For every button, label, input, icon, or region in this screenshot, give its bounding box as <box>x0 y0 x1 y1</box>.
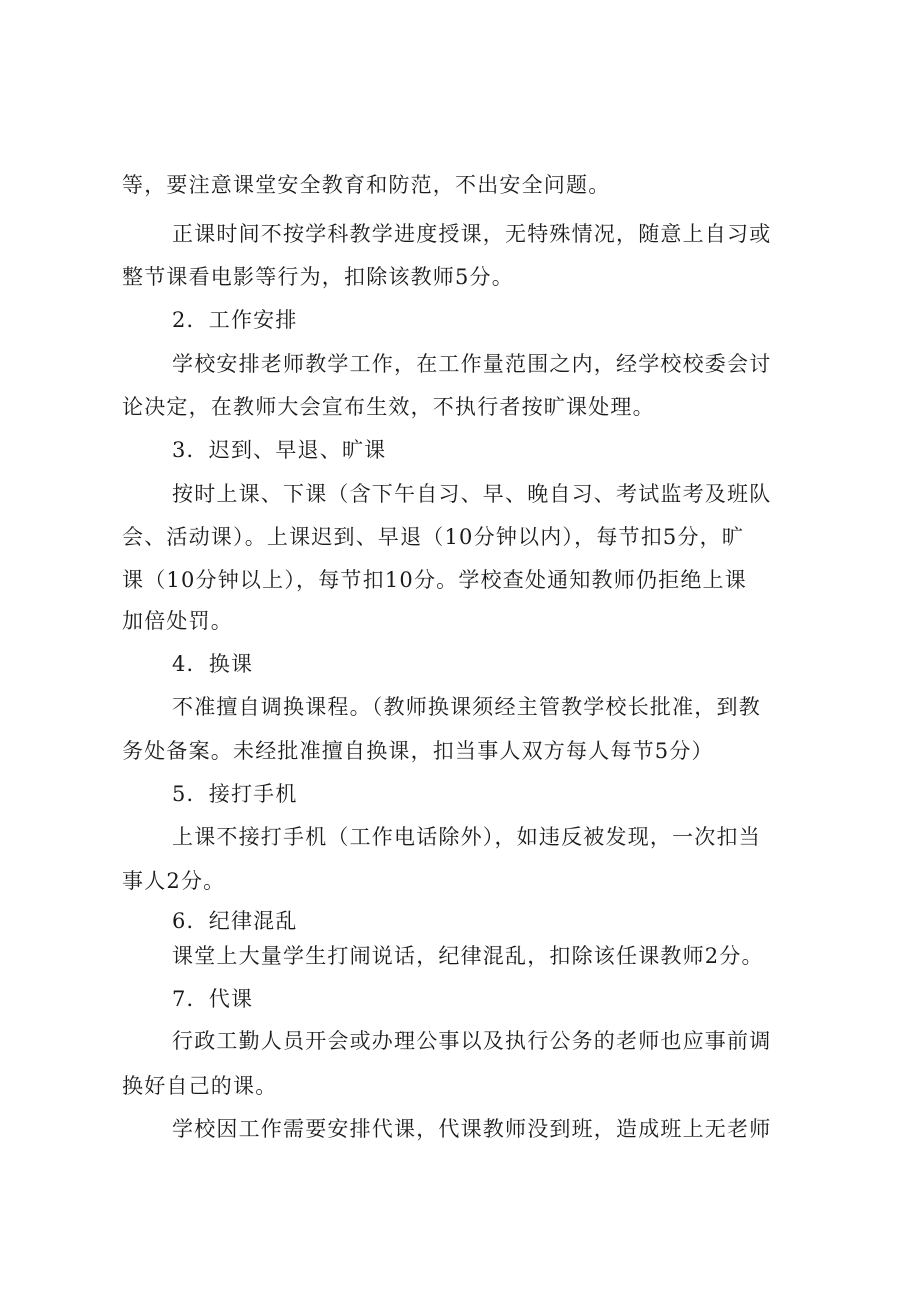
section-heading: 6．纪律混乱 <box>172 909 298 933</box>
text-line: 正课时间不按学科教学进度授课，无特殊情况，随意上自习或 <box>172 222 772 246</box>
text-line: 整节课看电影等行为，扣除该教师5分。 <box>122 265 514 289</box>
text-line: 事人2分。 <box>122 869 226 893</box>
text-line: 按时上课、下课（含下午自习、早、晚自习、考试监考及班队 <box>172 482 772 506</box>
text-line: 务处备案。未经批准擅自换课，扣当事人双方每人每节5分） <box>122 739 714 763</box>
text-line: 课（10分钟以上），每节扣10分。学校查处通知教师仍拒绝上课 <box>122 568 747 592</box>
section-heading: 2．工作安排 <box>172 308 298 332</box>
text-line: 学校安排老师教学工作，在工作量范围之内，经学校校委会讨 <box>172 352 772 376</box>
text-line: 行政工勤人员开会或办理公事以及执行公务的老师也应事前调 <box>172 1029 772 1053</box>
text-line: 上课不接打手机（工作电话除外），如违反被发现，一次扣当 <box>172 825 761 849</box>
text-line: 加倍处罚。 <box>122 609 233 633</box>
section-heading: 4．换课 <box>172 652 254 676</box>
text-line: 课堂上大量学生打闹说话，纪律混乱，扣除该任课教师2分。 <box>172 944 764 968</box>
section-heading: 3．迟到、早退、旷课 <box>172 438 387 462</box>
text-line: 论决定，在教师大会宣布生效，不执行者按旷课处理。 <box>122 395 655 419</box>
text-line: 会、活动课）。上课迟到、早退（10分钟以内），每节扣5分，旷 <box>122 525 745 549</box>
text-line: 学校因工作需要安排代课，代课教师没到班，造成班上无老师 <box>172 1117 772 1141</box>
section-heading: 5．接打手机 <box>172 782 298 806</box>
text-line: 等，要注意课堂安全教育和防范，不出安全问题。 <box>122 173 611 197</box>
text-line: 换好自己的课。 <box>122 1074 278 1098</box>
section-heading: 7．代课 <box>172 987 254 1011</box>
text-line: 不准擅自调换课程。（教师换课须经主管教学校长批准，到教 <box>172 695 761 719</box>
